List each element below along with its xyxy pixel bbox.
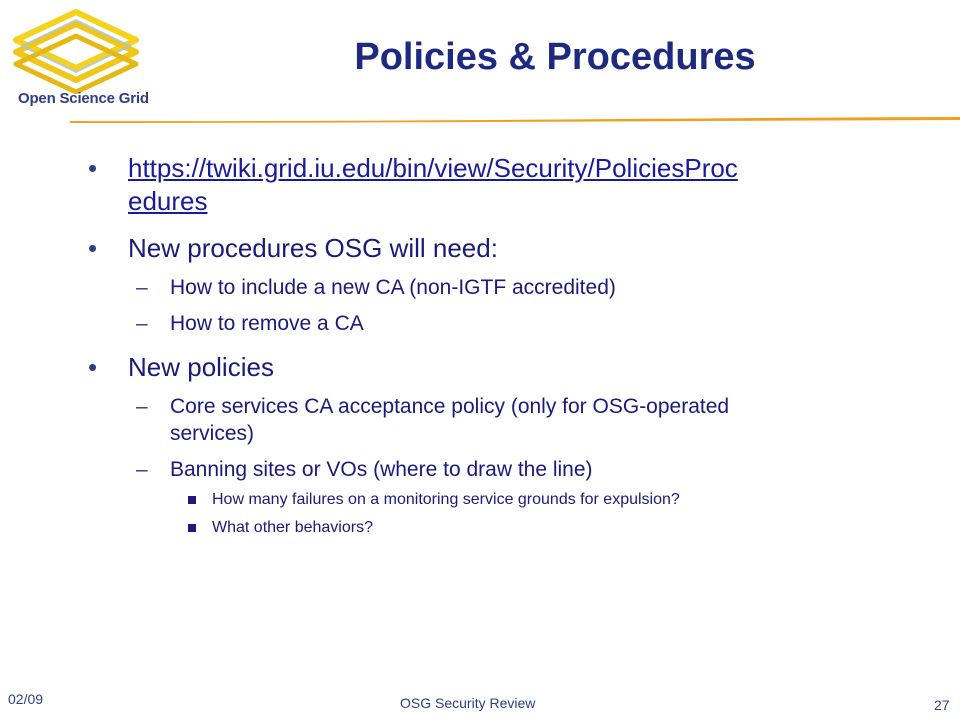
square-bullet-icon (188, 496, 196, 504)
bullet-item-level-1 (88, 351, 888, 384)
dash-icon: – (136, 395, 148, 418)
bullet-item-level-1 (88, 232, 888, 265)
bullet-dot-icon: • (88, 233, 98, 263)
bullet-dot-icon: • (88, 352, 98, 382)
bullet-item-level-2 (88, 274, 888, 301)
bullet-item-level-2 (88, 310, 888, 337)
bullet-text: Core services CA acceptance policy (only for OSG-operated services) (170, 395, 730, 445)
page-number: 27 (934, 697, 950, 713)
bullet-text: How to include a new CA (non-IGTF accredited) (170, 276, 616, 299)
bullet-item-level-2 (88, 456, 888, 483)
bullet-item-level-1[interactable] (88, 152, 888, 218)
title-rule (70, 116, 960, 124)
slide-title: Policies & Procedures (354, 36, 756, 78)
bullet-text: Banning sites or VOs (where to draw the line) (170, 458, 593, 481)
bullet-text: New procedures OSG will need: (128, 233, 498, 263)
bullet-text: New policies (128, 352, 274, 382)
slide-content (88, 152, 888, 539)
logo-text: Open Science Grid (18, 90, 149, 107)
footer-title: OSG Security Review (400, 695, 536, 711)
square-bullet-icon (188, 524, 196, 532)
dash-icon: – (136, 458, 148, 481)
bullet-item-level-3 (88, 489, 888, 511)
bullet-dot-icon: • (88, 153, 98, 183)
footer-date: 02/09 (8, 691, 44, 707)
bullet-item-level-2 (88, 393, 888, 447)
bullet-text: What other behaviors? (212, 519, 373, 536)
osg-logo-graphic (6, 4, 166, 94)
dash-icon: – (136, 276, 148, 299)
osg-logo (6, 4, 166, 114)
policies-link[interactable]: https://twiki.grid.iu.edu/bin/view/Security/PoliciesProc edures (128, 153, 738, 216)
dash-icon: – (136, 312, 148, 335)
bullet-text: How to remove a CA (170, 312, 364, 335)
bullet-text: How many failures on a monitoring service grounds for expulsion? (212, 491, 680, 508)
bullet-item-level-3 (88, 517, 888, 539)
